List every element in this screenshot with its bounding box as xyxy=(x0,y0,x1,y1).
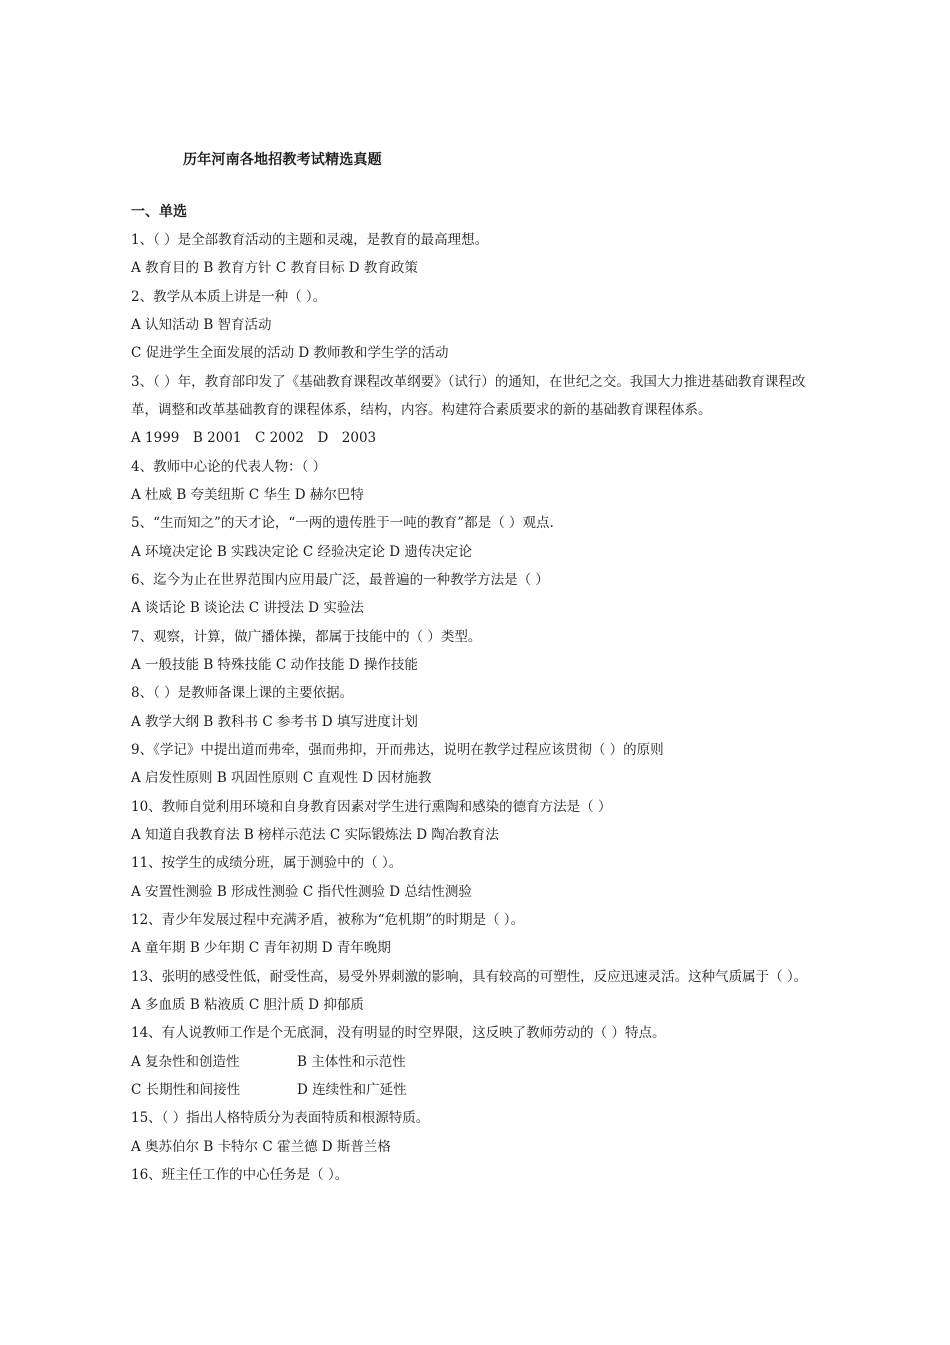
question-text: 6、迄今为止在世界范围内应用最广泛，最普遍的一种教学方法是（ ） xyxy=(131,571,549,588)
question-text: 10、教师自觉利用环境和自身教育因素对学生进行熏陶和感染的德育方法是（ ） xyxy=(131,798,612,815)
question-text: 3、（ ）年，教育部印发了《基础教育课程改革纲要》（试行）的通知，在世纪之交。我国大力推进基础教育课程改 xyxy=(131,373,806,390)
question-text: 2、教学从本质上讲是一种（ ）。 xyxy=(131,288,327,305)
section-heading: 一、单选 xyxy=(131,204,187,220)
answer-option: C 长期性和间接性 xyxy=(131,1081,241,1098)
answer-options: A 1999 B 2001 C 2002 D 2003 xyxy=(131,430,377,447)
answer-option: D 连续性和广延性 xyxy=(297,1081,407,1098)
answer-options: A 安置性测验 B 形成性测验 C 指代性测验 D 总结性测验 xyxy=(131,883,472,900)
answer-options: A 奥苏伯尔 B 卡特尔 C 霍兰德 D 斯普兰格 xyxy=(131,1138,391,1155)
question-text-continued: 革，调整和改革基础教育的课程体系，结构，内容。构建符合素质要求的新的基础教育课程体系。 xyxy=(131,401,712,418)
answer-options: A 认知活动 B 智育活动 xyxy=(131,316,272,333)
answer-options: A 谈话论 B 谈论法 C 讲授法 D 实验法 xyxy=(131,600,364,617)
answer-option: A 复杂性和创造性 xyxy=(131,1053,240,1070)
answer-options: A 环境决定论 B 实践决定论 C 经验决定论 D 遗传决定论 xyxy=(131,543,472,560)
answer-options: A 杜威 B 夸美纽斯 C 华生 D 赫尔巴特 xyxy=(131,486,364,503)
question-text: 13、张明的感受性低，耐受性高，易受外界刺激的影响，具有较高的可塑性，反应迅速灵活。这种气质属于（ ）。 xyxy=(131,968,808,985)
answer-options: A 教学大纲 B 教科书 C 参考书 D 填写进度计划 xyxy=(131,713,418,730)
question-text: 8、（ ）是教师备课上课的主要依据。 xyxy=(131,685,354,702)
answer-options: A 知道自我教育法 B 榜样示范法 C 实际锻炼法 D 陶冶教育法 xyxy=(131,826,499,843)
answer-option: B 主体性和示范性 xyxy=(297,1053,406,1070)
question-text: 15、（ ）指出人格特质分为表面特质和根源特质。 xyxy=(131,1110,430,1127)
question-text: 1、（ ）是全部教育活动的主题和灵魂，是教育的最高理想。 xyxy=(131,232,489,248)
answer-options: A 多血质 B 粘液质 C 胆汁质 D 抑郁质 xyxy=(131,996,364,1013)
answer-options: A 教育目的 B 教育方针 C 教育目标 D 教育政策 xyxy=(131,260,418,277)
answer-options: A 启发性原则 B 巩固性原则 C 直观性 D 因材施教 xyxy=(131,770,432,787)
question-text: 4、教师中心论的代表人物：（ ） xyxy=(131,458,327,475)
question-text: 11、按学生的成绩分班，属于测验中的（ ）。 xyxy=(131,855,403,872)
question-text: 12、青少年发展过程中充满矛盾，被称为“危机期”的时期是（ ）。 xyxy=(131,911,525,928)
answer-options: A 一般技能 B 特殊技能 C 动作技能 D 操作技能 xyxy=(131,656,418,673)
document-title: 历年河南各地招教考试精选真题 xyxy=(183,152,382,168)
question-text: 16、班主任工作的中心任务是（ ）。 xyxy=(131,1166,349,1183)
question-text: 14、有人说教师工作是个无底洞，没有明显的时空界限，这反映了教师劳动的（ ）特点。 xyxy=(131,1025,666,1042)
answer-options-row xyxy=(131,1048,921,1076)
question-text: 7、观察，计算，做广播体操，都属于技能中的（ ）类型。 xyxy=(131,628,482,645)
answer-options: C 促进学生全面发展的活动 D 教师教和学生学的活动 xyxy=(131,345,449,362)
question-text: 5、“生而知之”的天才论，“一两的遗传胜于一吨的教育”都是（ ）观点. xyxy=(131,515,554,532)
question-list xyxy=(131,226,921,1189)
answer-options: A 童年期 B 少年期 C 青年初期 D 青年晚期 xyxy=(131,940,391,957)
question-text: 9、《学记》中提出道而弗牵，强而弗抑，开而弗达，说明在教学过程应该贯彻（ ）的原则 xyxy=(131,741,664,758)
answer-options-row xyxy=(131,1076,921,1104)
